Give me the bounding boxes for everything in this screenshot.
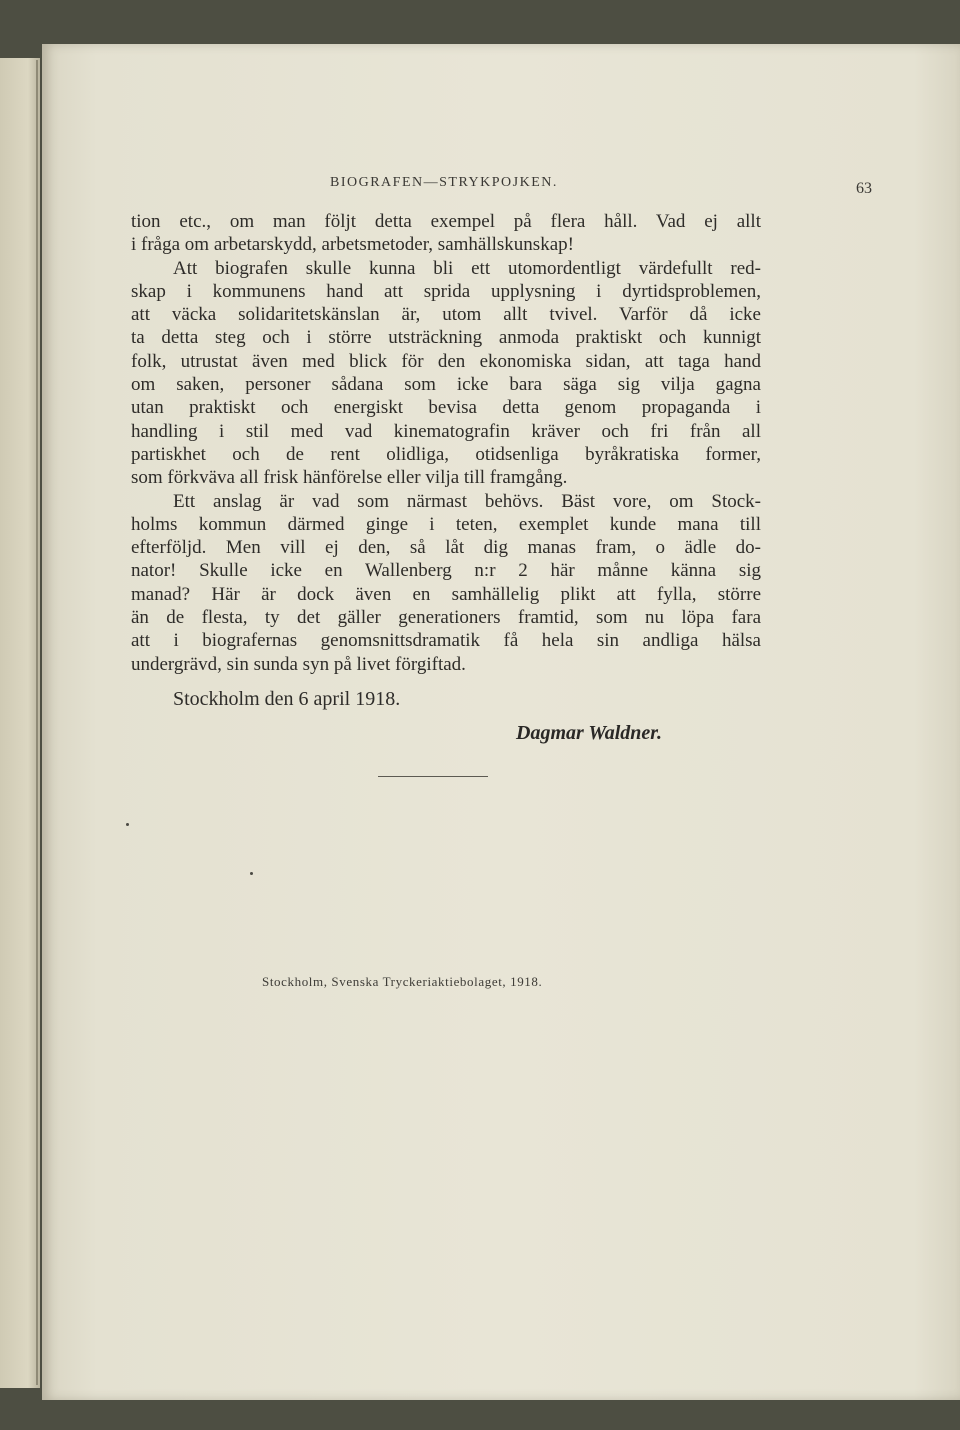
place-date: Stockholm den 6 april 1918. — [173, 688, 401, 710]
text-line: folk, utrustat även med blick för den ekonomiska sidan, att taga hand — [131, 350, 761, 372]
signature: Dagmar Waldner. — [516, 722, 662, 744]
binding-edge — [36, 60, 38, 1385]
text-line: handling i stil med vad kinematografin kräver och fri från all — [131, 420, 761, 442]
text-line: att väcka solidaritetskänslan är, utom allt tvivel. Varför då icke — [131, 304, 761, 326]
body-text — [131, 210, 761, 676]
text-line: Ett anslag är vad som närmast behövs. Bäst vore, om Stock- — [173, 490, 761, 512]
text-line: nator! Skulle icke en Wallenberg n:r 2 här månne känna sig — [131, 560, 761, 582]
text-line: manad? Här är dock även en samhällelig plikt att fylla, större — [131, 583, 761, 605]
text-line: Att biografen skulle kunna bli ett utomordentligt värdefullt red- — [173, 257, 761, 279]
text-line: tion etc., om man följt detta exempel på flera håll. Vad ej allt — [131, 211, 761, 232]
text-line: som förkväva all frisk hänförelse eller vilja till framgång. — [131, 467, 568, 489]
text-line: i fråga om arbetarskydd, arbetsmetoder, samhällskunskap! — [131, 234, 574, 256]
text-line: ta detta steg och i större utsträckning anmoda praktiskt och kunnigt — [131, 327, 761, 349]
speck — [250, 872, 253, 875]
previous-page-edge — [0, 58, 40, 1388]
text-line: om saken, personer sådana som icke bara säga sig vilja gagna — [131, 374, 761, 396]
printer-imprint: Stockholm, Svenska Tryckeriaktiebolaget, 1918. — [262, 974, 543, 989]
text-line: att i biografernas genomsnittsdramatik få hela sin andliga hälsa — [131, 630, 761, 652]
page-number: 63 — [856, 180, 872, 197]
text-line: undergrävd, sin sunda syn på livet förgiftad. — [131, 653, 466, 675]
running-head: BIOGRAFEN—STRYKPOJKEN. — [330, 175, 558, 190]
text-line: efterföljd. Men vill ej den, så låt dig manas fram, o ädle do- — [131, 537, 761, 559]
speck — [126, 823, 129, 826]
closing-rule — [378, 776, 488, 777]
text-line: än de flesta, ty det gäller generationers framtid, som nu löpa fara — [131, 607, 761, 629]
text-line: partiskhet och de rent olidliga, otidsenliga byråkratiska former, — [131, 443, 761, 465]
text-line: skap i kommunens hand att sprida upplysning i dyrtidsproblemen, — [131, 280, 761, 302]
text-line: holms kommun därmed ginge i teten, exemplet kunde mana till — [131, 513, 761, 535]
text-line: utan praktiskt och energiskt bevisa detta genom propaganda i — [131, 397, 761, 419]
